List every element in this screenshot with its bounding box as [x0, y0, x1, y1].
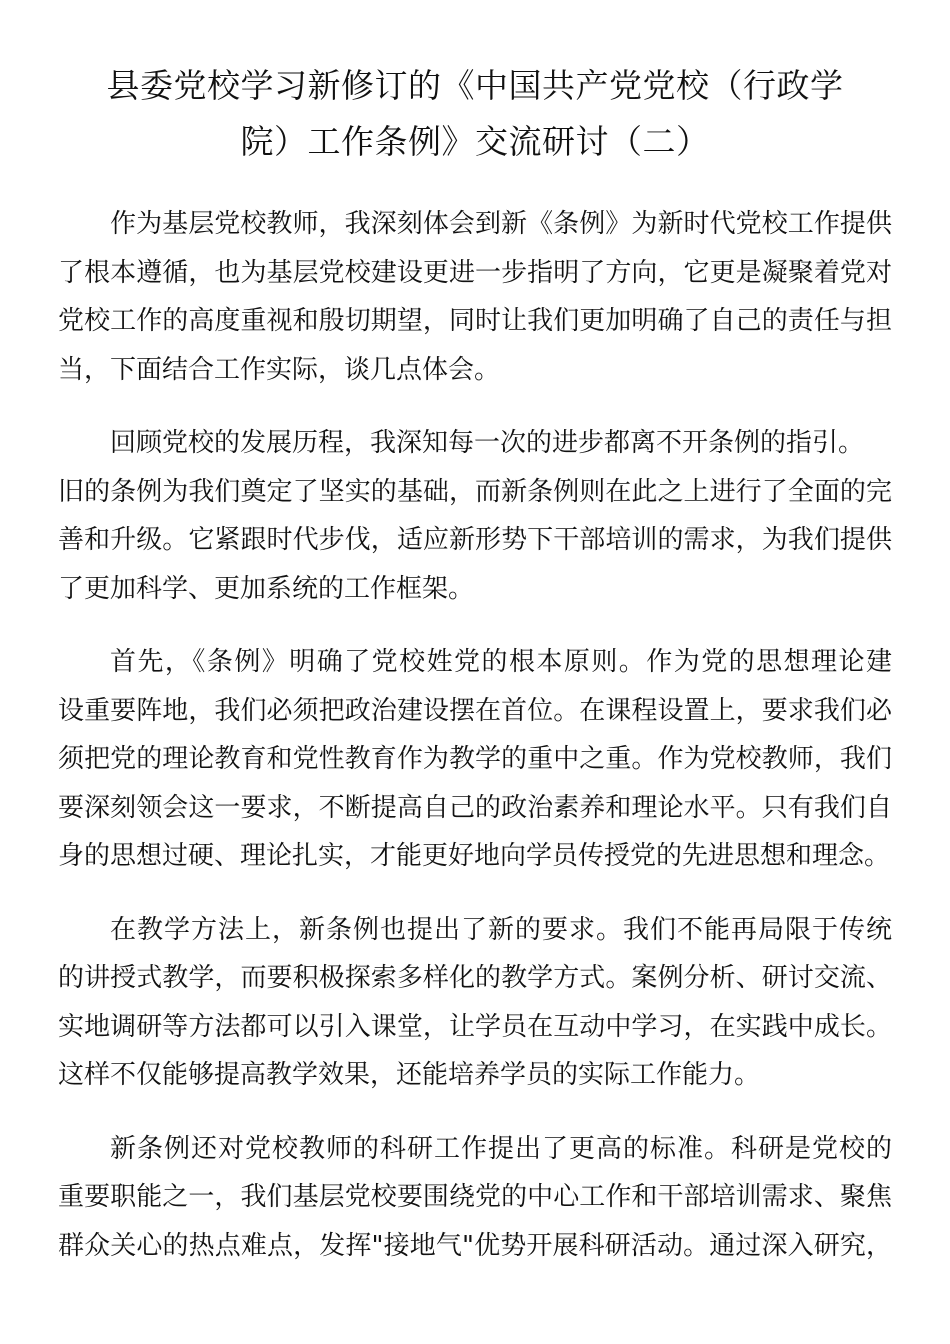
paragraph-line: 了根本遵循，也为基层党校建设更进一步指明了方向，它更是凝聚着党对 [58, 257, 892, 288]
paragraph-line: 在教学方法上，新条例也提出了新的要求。我们不能再局限于传统 [110, 914, 892, 945]
title-line: 县委党校学习新修订的《中国共产党党校（行政学 [106, 66, 844, 105]
paragraph-line: 旧的条例为我们奠定了坚实的基础，而新条例则在此之上进行了全面的完 [58, 476, 892, 507]
paragraph-line: 新条例还对党校教师的科研工作提出了更高的标准。科研是党校的 [110, 1133, 892, 1164]
paragraph-line: 设重要阵地，我们必须把政治建设摆在首位。在课程设置上，要求我们必 [58, 695, 892, 726]
paragraph-4 [58, 906, 892, 1100]
paragraph-1 [58, 200, 892, 394]
paragraph-line: 实地调研等方法都可以引入课堂，让学员在互动中学习，在实践中成长。 [58, 1011, 892, 1042]
paragraph-line: 党校工作的高度重视和殷切期望，同时让我们更加明确了自己的责任与担 [58, 306, 892, 336]
paragraph-line: 首先，《条例》明确了党校姓党的根本原则。作为党的思想理论建 [110, 647, 892, 677]
paragraph-2 [58, 419, 892, 613]
paragraph-5 [58, 1125, 892, 1271]
paragraph-line: 重要职能之一，我们基层党校要围绕党的中心工作和干部培训需求、聚焦 [58, 1182, 892, 1212]
paragraph-line: 当，下面结合工作实际，谈几点体会。 [58, 354, 501, 385]
paragraph-line: 身的思想过硬、理论扎实，才能更好地向学员传授党的先进思想和理念。 [58, 841, 891, 871]
paragraph-line: 须把党的理论教育和党性教育作为教学的重中之重。作为党校教师，我们 [58, 744, 892, 774]
paragraph-line: 回顾党校的发展历程，我深知每一次的进步都离不开条例的指引。 [110, 428, 865, 458]
title-line: 院）工作条例》交流研讨（二） [240, 122, 710, 161]
paragraph-line: 要深刻领会这一要求，不断提高自己的政治素养和理论水平。只有我们自 [58, 792, 892, 823]
document-title [58, 58, 892, 170]
paragraph-line: 善和升级。它紧跟时代步伐，适应新形势下干部培训的需求，为我们提供 [58, 525, 892, 555]
paragraph-line: 群众关心的热点难点，发挥"接地气"优势开展科研活动。通过深入研究， [58, 1230, 892, 1261]
paragraph-line: 了更加科学、更加系统的工作框架。 [58, 573, 475, 604]
paragraph-line: 的讲授式教学，而要积极探索多样化的教学方式。案例分析、研讨交流、 [58, 963, 892, 993]
paragraph-3 [58, 638, 892, 881]
paragraph-line: 作为基层党校教师，我深刻体会到新《条例》为新时代党校工作提供 [110, 209, 892, 239]
paragraph-line: 这样不仅能够提高教学效果，还能培养学员的实际工作能力。 [58, 1060, 761, 1090]
